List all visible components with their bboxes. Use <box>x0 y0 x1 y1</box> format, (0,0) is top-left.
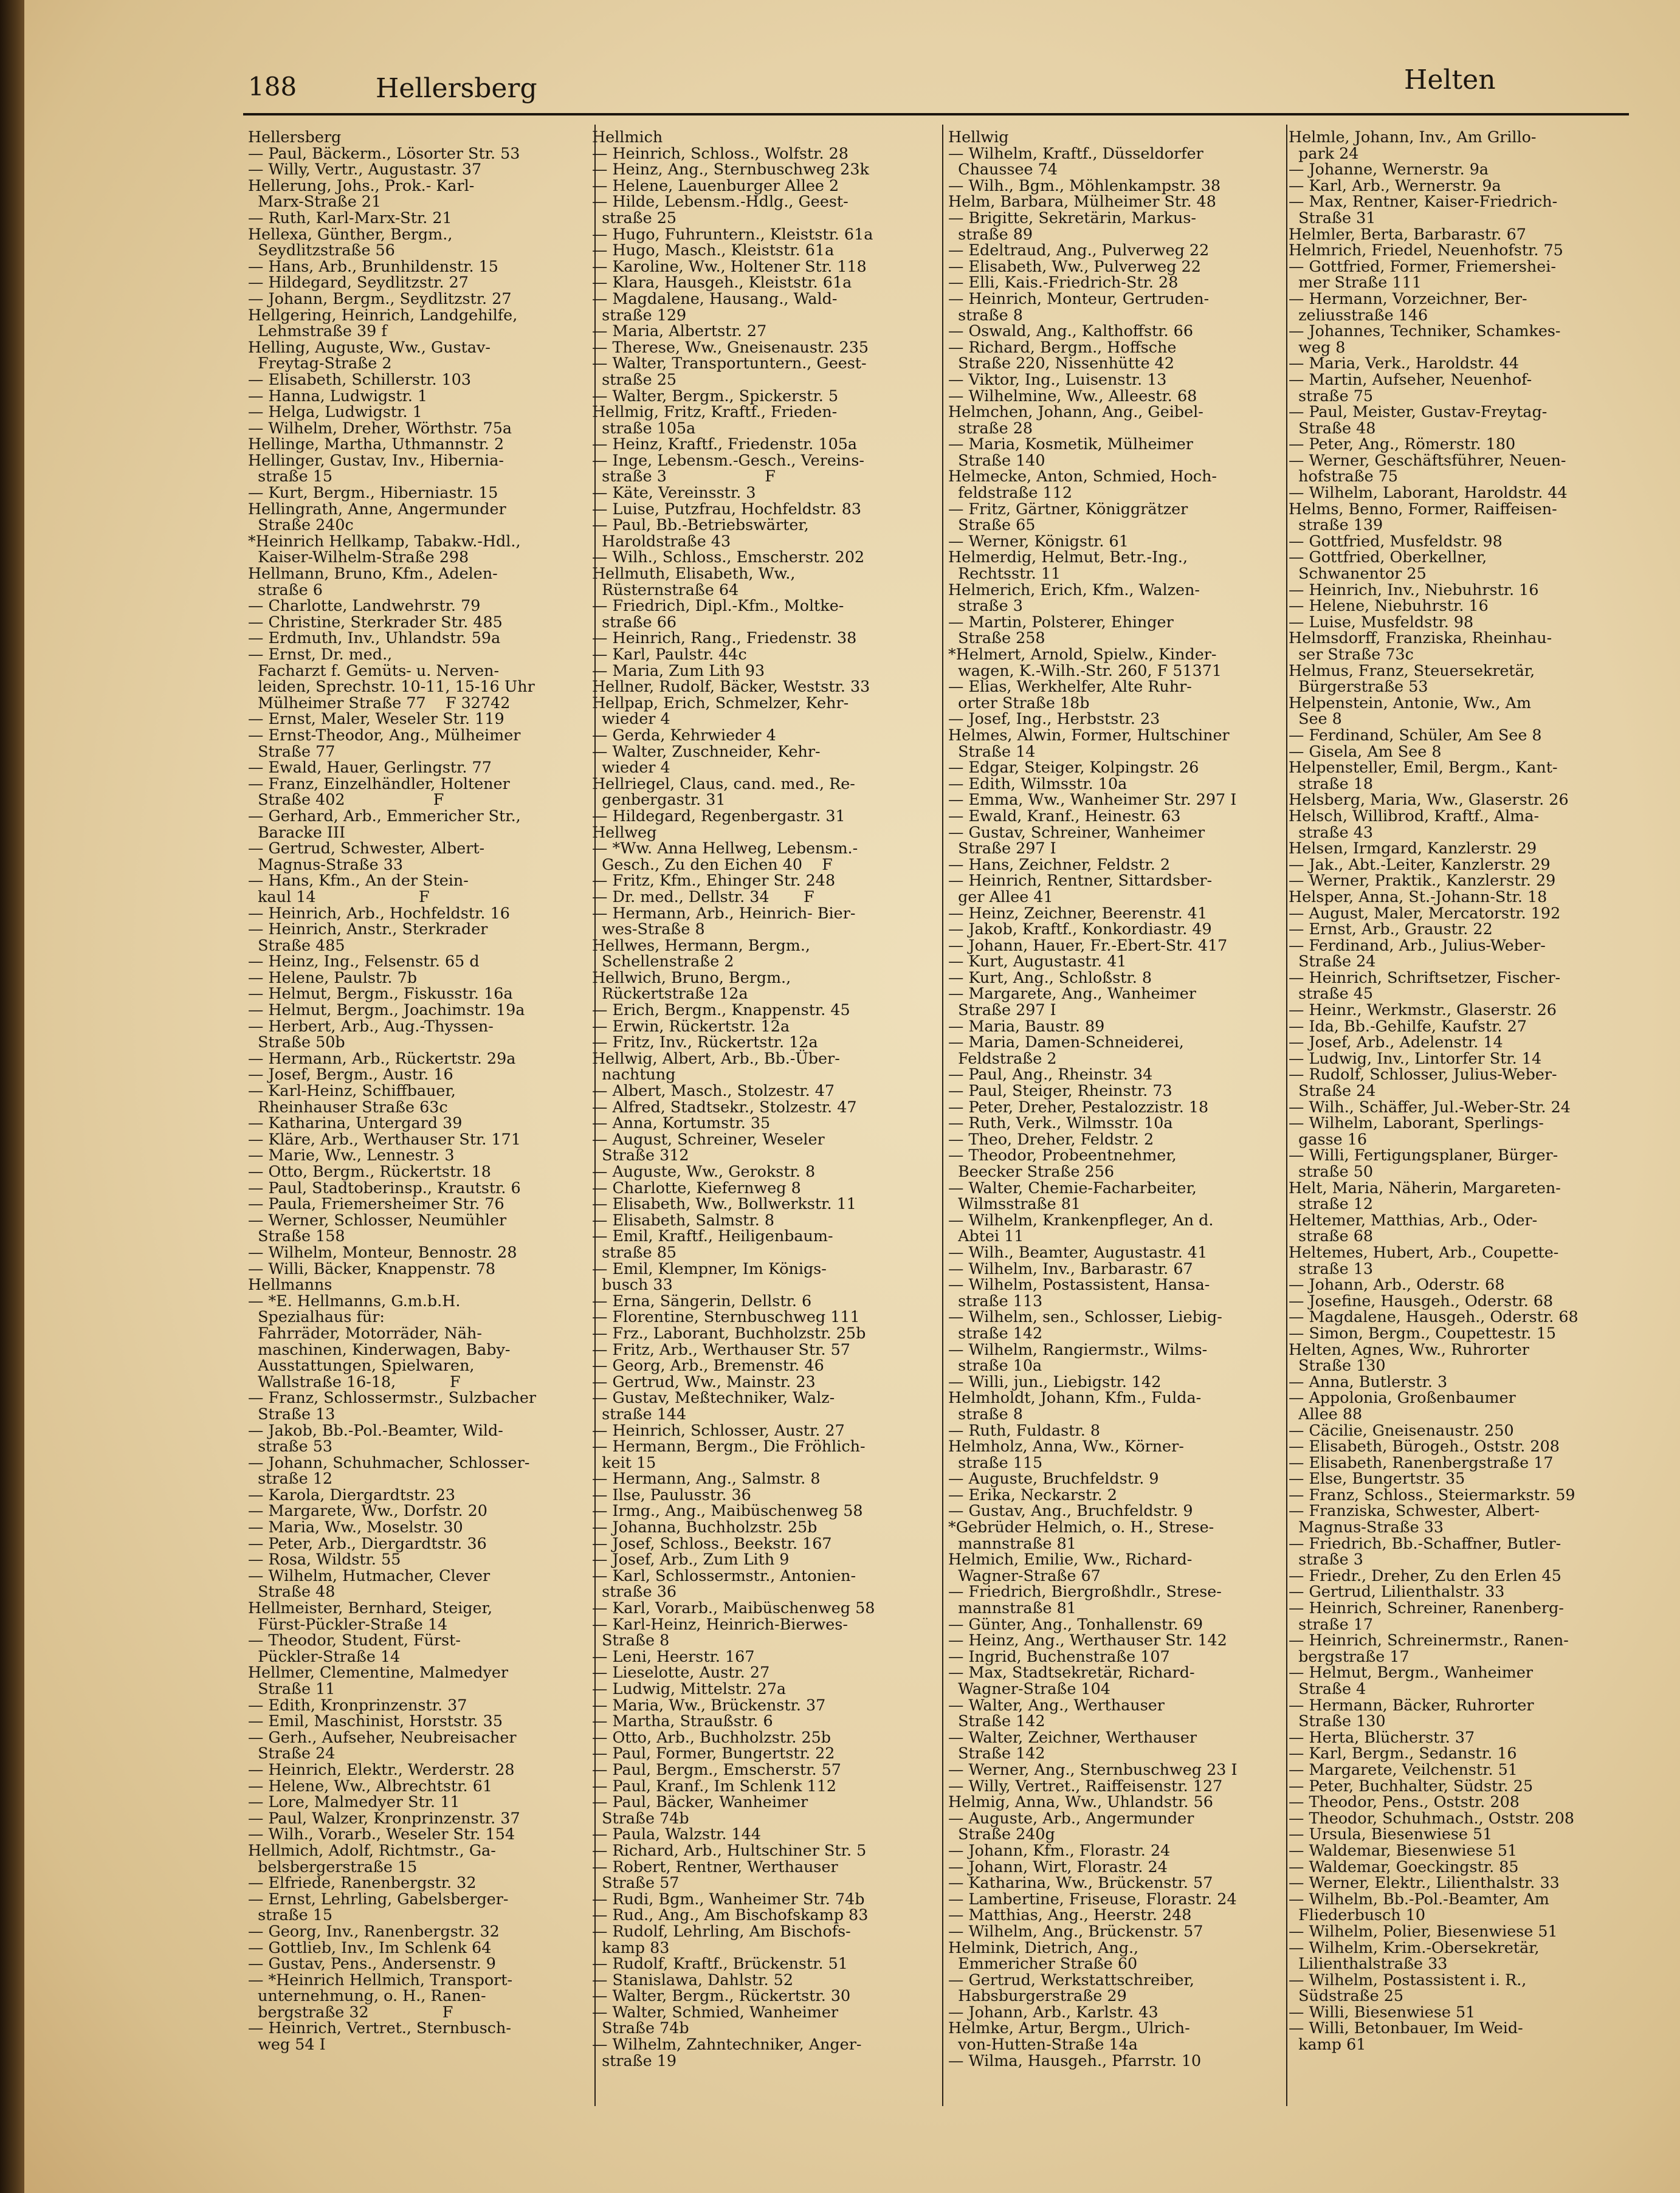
column-divider <box>942 125 943 2106</box>
last-keyword: Helten <box>1404 64 1496 95</box>
column-1: Hellersberg — Paul, Bäckerm., Lösorter Str. 53 — Willy, Vertr., Augustastr. 37 Hellerung, Johs., Prok.- Karl- Marx-Straße 21 — Ruth, Karl-Marx-Str. 21 Hellexa, Günther, Bergm., Seydlitzstraße 56 — Hans, Arb., Brunhildenstr. 15 — Hildegard, Seydlitzstr. 27 — Johann, Bergm., Seydlitzstr. 27 Hellgering, Heinrich, Landgehilfe, Lehmstraße 39 f Helling, Auguste, Ww., Gustav- Freytag-Straße 2 — Elisabeth, Schillerstr. 103 — Hanna, Ludwigstr. 1 — Helga, Ludwigstr. 1 — Wilhelm, Dreher, Wörthstr. 75a Hellinge, Martha, Uthmannstr. 2 Hellinger, Gustav, Inv., Hibernia- straße 15 — Kurt, Bergm., Hiberniastr. 15 Hellingrath, Anne, Angermunder Straße 240c *Heinrich Hellkamp, Tabakw.-Hdl., Kaiser-Wilhelm-Straße 298 Hellmann, Bruno, Kfm., Adelen- straße 6 — Charlotte, Landwehrstr. 79 — Christine, Sterkrader Str. 485 — Erdmuth, Inv., Uhlandstr. 59a — Ernst, Dr. med., Facharzt f. Gemüts- u. Nerven- leiden, Sprechstr. 10-11, 15-16 Uhr Mülheimer Straße 77 F 32742 — Ernst, Maler, Weseler Str. 119 — Ernst-Theodor, Ang., Mülheimer Straße 77 — Ewald, Hauer, Gerlingstr. 77 — Franz, Einzelhändler, Holtener Straße 402 F — Gerhard, Arb., Emmericher Str., Baracke III — Gertrud, Schwester, Albert- Magnus-Straße 33 — Hans, Kfm., An der Stein- kaul 14 F — Heinrich, Arb., Hochfeldstr. 16 — Heinrich, Anstr., Sterkrader Straße 485 — Heinz, Ing., Felsenstr. 65 d — Helene, Paulstr. 7b — Helmut, Bergm., Fiskusstr. 16a — Helmut, Bergm., Joachimstr. 19a — Herbert, Arb., Aug.-Thyssen- Straße 50b — Hermann, Arb., Rückertstr. 29a — Josef, Bergm., Austr. 16 — Karl-Heinz, Schiffbauer, Rheinhauser Straße 63c — Katharina, Untergard 39 — Kläre, Arb., Werthauser Str. 171 — Marie, Ww., Lennestr. 3 — Otto, Bergm., Rückertstr. 18 — Paul, Stadtoberinsp., Krautstr. 6 — Paula, Friemersheimer Str. 76 — Werner, Schlosser, Neumühler Straße 158 — Wilhelm, Monteur, Bennostr. 28 — Willi, Bäcker, Knappenstr. 78 Hellmanns — *E. Hellmanns, G.m.b.H. Spezialhaus für: Fahrräder, Motorräder, Näh- maschinen, Kinderwagen, Baby- Ausstattungen, Spielwaren, Wallstraße 16-18, F — Franz, Schlossermstr., Sulzbacher Straße 13 — Jakob, Bb.-Pol.-Beamter, Wild- straße 53 — Johann, Schuhmacher, Schlosser- straße 12 — Karola, Diergardtstr. 23 — Margarete, Ww., Dorfstr. 20 — Maria, Ww., Moselstr. 30 — Peter, Arb., Diergardtstr. 36 — Rosa, Wildstr. 55 — Wilhelm, Hutmacher, Clever Straße 48 Hellmeister, Bernhard, Steiger, Fürst-Pückler-Straße 14 — Theodor, Student, Fürst- Pückler-Straße 14 Hellmer, Clementine, Malmedyer Straße 11 — Edith, Kronprinzenstr. 37 — Emil, Maschinist, Horststr. 35 — Gerh., Aufseher, Neubreisacher Straße 24 — Heinrich, Elektr., Werderstr. 28 — Helene, Ww., Albrechtstr. 61 — Lore, Malmedyer Str. 11 — Paul, Walzer, Kronprinzenstr. 37 — Wilh., Vorarb., Weseler Str. 154 Hellmich, Adolf, Richtmstr., Ga- belsbergerstraße 15 — Elfriede, Ranenbergstr. 32 — Ernst, Lehrling, Gabelsberger- straße 15 — Georg, Inv., Ranenbergstr. 32 — Gottlieb, Inv., Im Schlenk 64 — Gustav, Pens., Andersenstr. 9 — *Heinrich Hellmich, Transport- unternehmung, o. H., Ranen- bergstraße 32 F — Heinrich, Vertret., Sternbusch- weg 54 I <box>248 128 537 2054</box>
column-divider <box>1286 125 1287 2106</box>
book-binding-edge <box>0 0 24 2193</box>
directory-page <box>24 0 1680 2193</box>
header-rule <box>243 113 1629 115</box>
page-number: 188 <box>248 72 297 102</box>
column-4: Helmle, Johann, Inv., Am Grillo- park 24 — Johanne, Wernerstr. 9a — Karl, Arb., Wernerstr. 9a — Max, Rentner, Kaiser-Friedrich- Straße 31 Helmler, Berta, Barbarastr. 67 Helmrich, Friedel, Neuenhofstr. 75 — Gottfried, Former, Friemershei- mer Straße 111 — Hermann, Vorzeichner, Ber- zeliusstraße 146 — Johannes, Techniker, Schamkes- weg 8 — Maria, Verk., Haroldstr. 44 — Martin, Aufseher, Neuenhof- straße 75 — Paul, Meister, Gustav-Freytag- Straße 48 — Peter, Ang., Römerstr. 180 — Werner, Geschäftsführer, Neuen- hofstraße 75 — Wilhelm, Laborant, Haroldstr. 44 Helms, Benno, Former, Raiffeisen- straße 139 — Gottfried, Musfeldstr. 98 — Gottfried, Oberkellner, Schwanentor 25 — Heinrich, Inv., Niebuhrstr. 16 — Helene, Niebuhrstr. 16 — Luise, Musfeldstr. 98 Helmsdorff, Franziska, Rheinhau- ser Straße 73c Helmus, Franz, Steuersekretär, Bürgerstraße 53 Helpenstein, Antonie, Ww., Am See 8 — Ferdinand, Schüler, Am See 8 — Gisela, Am See 8 Helpensteller, Emil, Bergm., Kant- straße 18 Helsberg, Maria, Ww., Glaserstr. 26 Helsch, Willibrod, Kraftf., Alma- straße 43 Helsen, Irmgard, Kanzlerstr. 29 — Jak., Abt.-Leiter, Kanzlerstr. 29 — Werner, Praktik., Kanzlerstr. 29 Helsper, Anna, St.-Johann-Str. 18 — August, Maler, Mercatorstr. 192 — Ernst, Arb., Graustr. 22 — Ferdinand, Arb., Julius-Weber- Straße 24 — Heinrich, Schriftsetzer, Fischer- straße 45 — Heinr., Werkmstr., Glaserstr. 26 — Ida, Bb.-Gehilfe, Kaufstr. 27 — Josef, Arb., Adelenstr. 14 — Ludwig, Inv., Lintorfer Str. 14 — Rudolf, Schlosser, Julius-Weber- Straße 24 — Wilh., Schäffer, Jul.-Weber-Str. 24 — Wilhelm, Laborant, Sperlings- gasse 16 — Willi, Fertigungsplaner, Bürger- straße 50 Helt, Maria, Näherin, Margareten- straße 12 Heltemer, Matthias, Arb., Oder- straße 68 Heltemes, Hubert, Arb., Coupette- straße 13 — Johann, Arb., Oderstr. 68 — Josefine, Hausgeh., Oderstr. 68 — Magdalene, Hausgeh., Oderstr. 68 — Simon, Bergm., Coupettestr. 15 Helten, Agnes, Ww., Ruhrorter Straße 130 — Anna, Butlerstr. 3 — Appolonia, Großenbaumer Allee 88 — Cäcilie, Gneisenaustr. 250 — Elisabeth, Bürogeh., Oststr. 208 — Elisabeth, Ranenbergstraße 17 — Else, Bungertstr. 35 — Franz, Schloss., Steiermarkstr. 59 — Franziska, Schwester, Albert- Magnus-Straße 33 — Friedrich, Bb.-Schaffner, Butler- straße 3 — Friedr., Dreher, Zu den Erlen 45 — Gertrud, Lilienthalstr. 33 — Heinrich, Schreiner, Ranenberg- straße 17 — Heinrich, Schreinermstr., Ranen- bergstraße 17 — Helmut, Bergm., Wanheimer Straße 4 — Hermann, Bäcker, Ruhrorter Straße 130 — Herta, Blücherstr. 37 — Karl, Bergm., Sedanstr. 16 — Margarete, Veilchenstr. 51 — Peter, Buchhalter, Südstr. 25 — Theodor, Pens., Oststr. 208 — Theodor, Schuhmach., Oststr. 208 — Ursula, Biesenwiese 51 — Waldemar, Biesenwiese 51 — Waldemar, Goeckingstr. 85 — Werner, Elektr., Lilienthalstr. 33 — Wilhelm, Bb.-Pol.-Beamter, Am Fliederbusch 10 — Wilhelm, Polier, Biesenwiese 51 — Wilhelm, Krim.-Obersekretär, Lilienthalstraße 33 — Wilhelm, Postassistent i. R., Südstraße 25 — Willi, Biesenwiese 51 — Willi, Betonbauer, Im Weid- kamp 61 <box>1289 128 1578 2054</box>
first-keyword: Hellersberg <box>376 73 537 104</box>
column-2: Hellmich — Heinrich, Schloss., Wolfstr. 28 — Heinz, Ang., Sternbuschweg 23k — Helene, Lauenburger Allee 2 — Hilde, Lebensm.-Hdlg., Geest- straße 25 — Hugo, Fuhruntern., Kleiststr. 61a — Hugo, Masch., Kleiststr. 61a — Karoline, Ww., Holtener Str. 118 — Klara, Hausgeh., Kleiststr. 61a — Magdalene, Hausang., Wald- straße 129 — Maria, Albertstr. 27 — Therese, Ww., Gneisenaustr. 235 — Walter, Transportuntern., Geest- straße 25 — Walter, Bergm., Spickerstr. 5 Hellmig, Fritz, Kraftf., Frieden- straße 105a — Heinz, Kraftf., Friedenstr. 105a — Inge, Lebensm.-Gesch., Vereins- straße 3 F — Käte, Vereinsstr. 3 — Luise, Putzfrau, Hochfeldstr. 83 — Paul, Bb.-Betriebswärter, Haroldstraße 43 — Wilh., Schloss., Emscherstr. 202 Hellmuth, Elisabeth, Ww., Rüsternstraße 64 — Friedrich, Dipl.-Kfm., Moltke- straße 66 — Heinrich, Rang., Friedenstr. 38 — Karl, Paulstr. 44c — Maria, Zum Lith 93 Hellner, Rudolf, Bäcker, Weststr. 33 Hellpap, Erich, Schmelzer, Kehr- wieder 4 — Gerda, Kehrwieder 4 — Walter, Zuschneider, Kehr- wieder 4 Hellriegel, Claus, cand. med., Re- genbergastr. 31 — Hildegard, Regenbergastr. 31 Hellweg — *Ww. Anna Hellweg, Lebensm.- Gesch., Zu den Eichen 40 F — Fritz, Kfm., Ehinger Str. 248 — Dr. med., Dellstr. 34 F — Hermann, Arb., Heinrich- Bier- wes-Straße 8 Hellwes, Hermann, Bergm., Schellenstraße 2 Hellwich, Bruno, Bergm., Rückertstraße 12a — Erich, Bergm., Knappenstr. 45 — Erwin, Rückertstr. 12a — Fritz, Inv., Rückertstr. 12a Hellwig, Albert, Arb., Bb.-Über- nachtung — Albert, Masch., Stolzestr. 47 — Alfred, Stadtsekr., Stolzestr. 47 — Anna, Kortumstr. 35 — August, Schreiner, Weseler Straße 312 — Auguste, Ww., Gerokstr. 8 — Charlotte, Kiefernweg 8 — Elisabeth, Ww., Bollwerkstr. 11 — Elisabeth, Salmstr. 8 — Emil, Kraftf., Heiligenbaum- straße 85 — Emil, Klempner, Im Königs- busch 33 — Erna, Sängerin, Dellstr. 6 — Florentine, Sternbuschweg 111 — Frz., Laborant, Buchholzstr. 25b — Fritz, Arb., Werthauser Str. 57 — Georg, Arb., Bremenstr. 46 — Gertrud, Ww., Mainstr. 23 — Gustav, Meßtechniker, Walz- straße 144 — Heinrich, Schlosser, Austr. 27 — Hermann, Bergm., Die Fröhlich- keit 15 — Hermann, Ang., Salmstr. 8 — Ilse, Paulusstr. 36 — Irmg., Ang., Maibüschenweg 58 — Johanna, Buchholzstr. 25b — Josef, Schloss., Beekstr. 167 — Josef, Arb., Zum Lith 9 — Karl, Schlossermstr., Antonien- straße 36 — Karl, Vorarb., Maibüschenweg 58 — Karl-Heinz, Heinrich-Bierwes- Straße 8 — Leni, Heerstr. 167 — Lieselotte, Austr. 27 — Ludwig, Mittelstr. 27a — Maria, Ww., Brückenstr. 37 — Martha, Straußstr. 6 — Otto, Arb., Buchholzstr. 25b — Paul, Former, Bungertstr. 22 — Paul, Bergm., Emscherstr. 57 — Paul, Kranf., Im Schlenk 112 — Paul, Bäcker, Wanheimer Straße 74b — Paula, Walzstr. 144 — Richard, Arb., Hultschiner Str. 5 — Robert, Rentner, Werthauser Straße 57 — Rudi, Bgm., Wanheimer Str. 74b — Rud., Ang., Am Bischofskamp 83 — Rudolf, Lehrling, Am Bischofs- kamp 83 — Rudolf, Kraftf., Brückenstr. 51 — Stanislawa, Dahlstr. 52 — Walter, Bergm., Rückertstr. 30 — Walter, Schmied, Wanheimer Straße 74b — Wilhelm, Zahntechniker, Anger- straße 19 <box>592 128 875 2070</box>
column-3: Hellwig — Wilhelm, Kraftf., Düsseldorfer Chaussee 74 — Wilh., Bgm., Möhlenkampstr. 38 Helm, Barbara, Mülheimer Str. 48 — Brigitte, Sekretärin, Markus- straße 89 — Edeltraud, Ang., Pulverweg 22 — Elisabeth, Ww., Pulverweg 22 — Elli, Kais.-Friedrich-Str. 28 — Heinrich, Monteur, Gertruden- straße 8 — Oswald, Ang., Kalthoffstr. 66 — Richard, Bergm., Hoffsche Straße 220, Nissenhütte 42 — Viktor, Ing., Luisenstr. 13 — Wilhelmine, Ww., Alleestr. 68 Helmchen, Johann, Ang., Geibel- straße 28 — Maria, Kosmetik, Mülheimer Straße 140 Helmecke, Anton, Schmied, Hoch- feldstraße 112 — Fritz, Gärtner, Königgrätzer Straße 65 — Werner, Königstr. 61 Helmerdig, Helmut, Betr.-Ing., Rechtsstr. 11 Helmerich, Erich, Kfm., Walzen- straße 3 — Martin, Polsterer, Ehinger Straße 258 *Helmert, Arnold, Spielw., Kinder- wagen, K.-Wilh.-Str. 260, F 51371 — Elias, Werkhelfer, Alte Ruhr- orter Straße 18b — Josef, Ing., Herbststr. 23 Helmes, Alwin, Former, Hultschiner Straße 14 — Edgar, Steiger, Kolpingstr. 26 — Edith, Wilmsstr. 10a — Emma, Ww., Wanheimer Str. 297 I — Ewald, Kranf., Heinestr. 63 — Gustav, Schreiner, Wanheimer Straße 297 I — Hans, Zeichner, Feldstr. 2 — Heinrich, Rentner, Sittardsber- ger Allee 41 — Heinz, Zeichner, Beerenstr. 41 — Jakob, Kraftf., Konkordiastr. 49 — Johann, Hauer, Fr.-Ebert-Str. 417 — Kurt, Augustastr. 41 — Kurt, Ang., Schloßstr. 8 — Margarete, Ang., Wanheimer Straße 297 I — Maria, Baustr. 89 — Maria, Damen-Schneiderei, Feldstraße 2 — Paul, Ang., Rheinstr. 34 — Paul, Steiger, Rheinstr. 73 — Peter, Dreher, Pestalozzistr. 18 — Ruth, Verk., Wilmsstr. 10a — Theo, Dreher, Feldstr. 2 — Theodor, Probeentnehmer, Beecker Straße 256 — Walter, Chemie-Facharbeiter, Wilmsstraße 81 — Wilhelm, Krankenpfleger, An d. Abtei 11 — Wilh., Beamter, Augustastr. 41 — Wilhelm, Inv., Barbarastr. 67 — Wilhelm, Postassistent, Hansa- straße 113 — Wilhelm, sen., Schlosser, Liebig- straße 142 — Wilhelm, Rangiermstr., Wilms- straße 10a — Willi, jun., Liebigstr. 142 Helmholdt, Johann, Kfm., Fulda- straße 8 — Ruth, Fuldastr. 8 Helmholz, Anna, Ww., Körner- straße 115 — Auguste, Bruchfeldstr. 9 — Erika, Neckarstr. 2 — Gustav, Ang., Bruchfeldstr. 9 *Gebrüder Helmich, o. H., Strese- mannstraße 81 Helmich, Emilie, Ww., Richard- Wagner-Straße 67 — Friedrich, Biergroßhdlr., Strese- mannstraße 81 — Günter, Ang., Tonhallenstr. 69 — Heinz, Ang., Werthauser Str. 142 — Ingrid, Buchenstraße 107 — Max, Stadtsekretär, Richard- Wagner-Straße 104 — Walter, Ang., Werthauser Straße 142 — Walter, Zeichner, Werthauser Straße 142 — Werner, Ang., Sternbuschweg 23 I — Willy, Vertret., Raiffeisenstr. 127 Helmig, Anna, Ww., Uhlandstr. 56 — Auguste, Arb., Angermunder Straße 240g — Johann, Kfm., Florastr. 24 — Johann, Wirt, Florastr. 24 — Katharina, Ww., Brückenstr. 57 — Lambertine, Friseuse, Florastr. 24 — Matthias, Ang., Heerstr. 248 — Wilhelm, Ang., Brückenstr. 57 Helmink, Dietrich, Ang., Emmericher Straße 60 — Gertrud, Werkstattschreiber, Habsburgerstraße 29 — Johann, Arb., Karlstr. 43 Helmke, Artur, Bergm., Ulrich- von-Hutten-Straße 14a — Wilma, Hausgeh., Pfarrstr. 10 <box>948 128 1238 2070</box>
running-header <box>24 61 1680 103</box>
